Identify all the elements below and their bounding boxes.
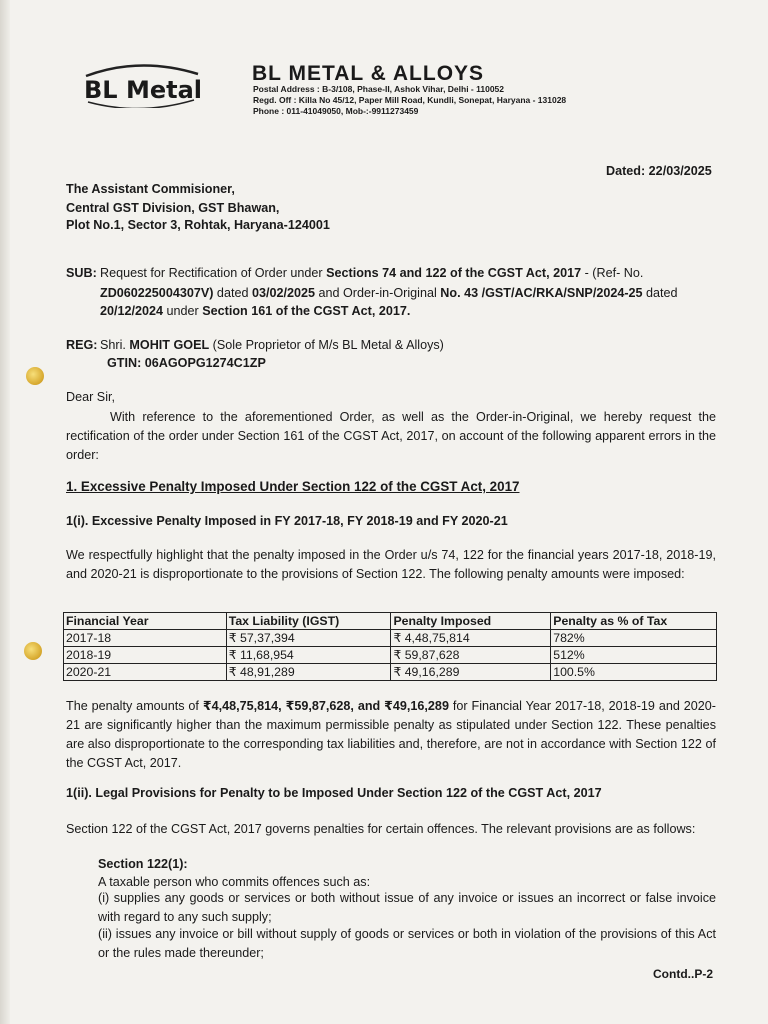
table-header-cell: Tax Liability (IGST) bbox=[226, 613, 391, 630]
table-cell: ₹ 57,37,394 bbox=[226, 630, 391, 647]
subject-line: 20/12/2024 under Section 161 of the CGST Act, 2017. bbox=[100, 304, 411, 318]
section-1i-heading: 1(i). Excessive Penalty Imposed in FY 2017-18, FY 2018-19 and FY 2020-21 bbox=[66, 514, 508, 528]
table-cell: ₹ 49,16,289 bbox=[391, 664, 551, 681]
section-122-1-item: (i) supplies any goods or services or both without issue of any invoice or issues an incorrect or false invoice with regard to any such supply; bbox=[98, 891, 716, 924]
penalty-table bbox=[63, 612, 717, 681]
page-binding-edge bbox=[0, 0, 10, 1024]
table-header-cell: Penalty as % of Tax bbox=[551, 613, 717, 630]
salutation: Dear Sir, bbox=[66, 390, 115, 404]
table-cell: ₹ 4,48,75,814 bbox=[391, 630, 551, 647]
table-cell: ₹ 48,91,289 bbox=[226, 664, 391, 681]
section-1ii-heading: 1(ii). Legal Provisions for Penalty to be Imposed Under Section 122 of the CGST Act, 2017 bbox=[66, 786, 602, 800]
penalty-paragraph: The penalty amounts of ₹4,48,75,814, ₹59,87,628, and ₹49,16,289 for Financial Year 2017-18, 2018-19 and 2020-21 are significantly higher than the maximum permissible penalty as stipulated under Section 122. These penalties are also disproportionate to the corresponding tax liabilities and, therefore, are not in accordance with Section 122 of the CGST Act, 2017. bbox=[66, 699, 716, 770]
section-1i-paragraph: We respectfully highlight that the penalty imposed in the Order u/s 74, 122 for the financial years 2017-18, 2018-19, and 2020-21 is disproportionate to the provisions of Section 122. The following penalty amounts were imposed: bbox=[66, 548, 716, 581]
reference-label: REG: bbox=[66, 338, 98, 352]
postal-address: Postal Address : B-3/108, Phase-II, Ashok Vihar, Delhi - 110052 bbox=[253, 84, 505, 94]
company-logo bbox=[80, 62, 204, 108]
table-cell: 782% bbox=[551, 630, 717, 647]
subject-line: Request for Rectification of Order under Sections 74 and 122 of the CGST Act, 2017 - (Ref- No. bbox=[100, 266, 644, 280]
table-row bbox=[64, 647, 717, 664]
punch-hole bbox=[26, 367, 44, 385]
table-cell: 2018-19 bbox=[64, 647, 227, 664]
continued-marker: Contd..P-2 bbox=[653, 967, 713, 981]
section-1ii-paragraph: Section 122 of the CGST Act, 2017 governs penalties for certain offences. The relevant provisions are as follows: bbox=[66, 822, 696, 836]
table-header-row bbox=[64, 613, 717, 630]
table-cell: 512% bbox=[551, 647, 717, 664]
subject-line: ZD060225004307V) dated 03/02/2025 and Order-in-Original No. 43 /GST/AC/RKA/SNP/2024-25 dated bbox=[100, 286, 678, 300]
reference-name: Shri. MOHIT GOEL (Sole Proprietor of M/s BL Metal & Alloys) bbox=[100, 338, 444, 352]
intro-paragraph: With reference to the aforementioned Order, as well as the Order-in-Original, we hereby request the rectification of the order under Section 161 of the CGST Act, 2017, on account of the following apparent errors in the order: bbox=[66, 410, 716, 462]
addressee-line: Central GST Division, GST Bhawan, bbox=[66, 201, 280, 215]
table-cell: 2020-21 bbox=[64, 664, 227, 681]
registered-office: Regd. Off : Killa No 45/12, Paper Mill Road, Kundli, Sonepat, Haryana - 131028 bbox=[253, 95, 567, 105]
section-122-1-item: (ii) issues any invoice or bill without supply of goods or services or both in violation of the provisions of this Act or the rules made thereunder; bbox=[98, 927, 716, 960]
table-row bbox=[64, 630, 717, 647]
table-cell: 2017-18 bbox=[64, 630, 227, 647]
table-header-cell: Financial Year bbox=[64, 613, 227, 630]
addressee-line: Plot No.1, Sector 3, Rohtak, Haryana-124001 bbox=[66, 218, 330, 232]
section-122-1-intro: A taxable person who commits offences such as: bbox=[98, 875, 371, 889]
addressee-line: The Assistant Commisioner, bbox=[66, 182, 235, 196]
table-cell: ₹ 59,87,628 bbox=[391, 647, 551, 664]
letter-date: Dated: 22/03/2025 bbox=[606, 164, 712, 178]
table-cell: ₹ 11,68,954 bbox=[226, 647, 391, 664]
table-row bbox=[64, 664, 717, 681]
section-1-heading: 1. Excessive Penalty Imposed Under Section 122 of the CGST Act, 2017 bbox=[66, 479, 520, 494]
punch-hole bbox=[24, 642, 42, 660]
logo-text: BL Metal bbox=[84, 76, 202, 104]
phone-numbers: Phone : 011-41049050, Mob-:-9911273459 bbox=[253, 106, 419, 116]
company-name: BL METAL & ALLOYS bbox=[252, 62, 485, 85]
section-122-1-heading: Section 122(1): bbox=[98, 857, 188, 871]
subject-label: SUB: bbox=[66, 266, 97, 280]
gstin: GTIN: 06AGOPG1274C1ZP bbox=[107, 356, 266, 370]
table-header-cell: Penalty Imposed bbox=[391, 613, 551, 630]
table-cell: 100.5% bbox=[551, 664, 717, 681]
